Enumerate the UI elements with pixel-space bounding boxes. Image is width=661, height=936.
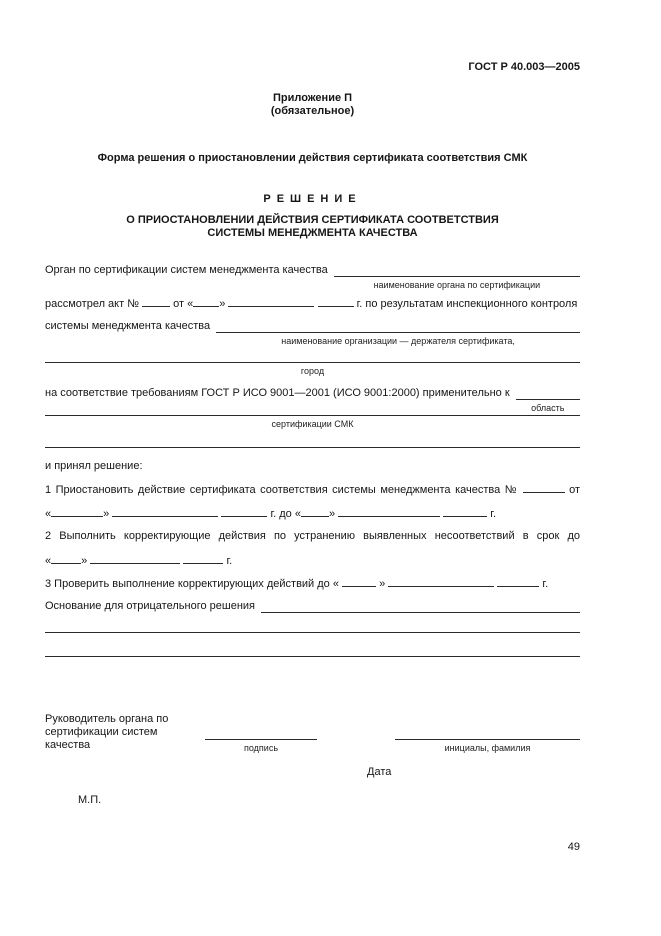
conformity-scope-blank — [516, 387, 580, 400]
item2-text: 2 Выполнить корректирующие действия по устранению выявленных несоответствий в срок до — [45, 530, 580, 542]
item2-line1 — [45, 530, 580, 543]
resolution-intro: и принял решение: — [45, 460, 143, 472]
act-review-row — [45, 296, 580, 311]
item1-year1-blank — [221, 506, 267, 517]
conformity-label: на соответствие требованиям ГОСТ Р ИСО 9001—2001 (ИСО 9001:2000) применительно к — [45, 387, 510, 399]
name-caption: инициалы, фамилия — [444, 743, 531, 753]
stamp-label: М.П. — [78, 794, 102, 806]
item1-until-label: до — [279, 508, 292, 520]
page-content — [45, 0, 580, 936]
item2-day-blank — [51, 553, 81, 564]
signature-blank — [205, 728, 317, 740]
item1-day2-blank — [301, 506, 329, 517]
appendix-kind: (обязательное) — [270, 105, 355, 117]
scope-blank-line2 — [45, 403, 580, 416]
certification-body-row — [45, 264, 580, 290]
qms-holder-label: системы менеджмента качества — [45, 320, 211, 332]
city-blank — [45, 350, 580, 363]
item2-line2 — [45, 553, 580, 568]
item1-line2 — [45, 506, 580, 521]
year-abbr: г. — [542, 578, 549, 590]
item1-day1-blank — [51, 506, 103, 517]
scope-caption-line1: область — [531, 403, 565, 413]
item1-line1 — [45, 482, 580, 497]
qms-holder-caption: наименование организации — держателя сертификата, — [281, 336, 515, 346]
signer-title-line2: сертификации систем качества — [45, 726, 158, 751]
item1-from-label: от — [569, 484, 580, 496]
scope-caption-line2: сертификации СМК — [271, 419, 354, 429]
date-label: Дата — [367, 766, 392, 778]
decision-title: РЕШЕНИЕ — [263, 193, 362, 205]
signer-title — [45, 713, 205, 752]
quote-open: « — [187, 298, 194, 310]
qms-holder-field — [216, 320, 580, 346]
act-year-blank — [318, 296, 354, 307]
item3-day-blank — [342, 576, 376, 587]
certification-body-field — [334, 264, 580, 290]
year-abbr: г. — [270, 508, 277, 520]
quote-close: » — [328, 508, 336, 520]
reason-blank-line2 — [45, 620, 580, 633]
city-caption: город — [300, 366, 325, 376]
item3-month-blank — [388, 576, 494, 587]
year-abbr: г. — [226, 555, 233, 567]
quote-close: » — [219, 298, 226, 310]
act-day-blank — [193, 296, 219, 307]
reason-blank-line3 — [45, 644, 580, 657]
year-abbr: г. — [356, 298, 363, 310]
certification-body-caption: наименование органа по сертификации — [373, 280, 541, 290]
act-from-label: от — [173, 298, 185, 310]
decision-subtitle-line2: СИСТЕМЫ МЕНЕДЖМЕНТА КАЧЕСТВА — [207, 227, 418, 239]
qms-holder-row — [45, 320, 580, 346]
signer-title-line1: Руководитель органа по — [45, 713, 169, 725]
reason-field — [261, 600, 580, 613]
item1-text: 1 Приостановить действие сертификата соответствия системы менеджмента качества № — [45, 484, 519, 496]
item1-month2-blank — [338, 506, 440, 517]
page-number: 49 — [567, 841, 580, 853]
item1-cert-number-blank — [523, 482, 565, 493]
standard-reference: ГОСТ Р 40.003—2005 — [468, 61, 580, 73]
certification-body-blank — [334, 264, 580, 277]
year-abbr: г. — [490, 508, 497, 520]
signature-caption: подпись — [243, 743, 279, 753]
quote-open: « — [332, 578, 339, 590]
item1-month1-blank — [112, 506, 218, 517]
name-blank — [395, 728, 580, 740]
reason-label: Основание для отрицательного решения — [45, 600, 255, 612]
act-month-blank — [228, 296, 314, 307]
quote-close: » — [103, 508, 110, 520]
item3-year-blank — [497, 576, 539, 587]
act-prefix-label: рассмотрел акт № — [45, 298, 140, 310]
decision-subtitle-line1: О ПРИОСТАНОВЛЕНИИ ДЕЙСТВИЯ СЕРТИФИКАТА СООТВЕТСТВИЯ — [126, 214, 499, 226]
certification-body-label: Орган по сертификации систем менеджмента качества — [45, 264, 328, 276]
act-suffix-label: по результатам инспекционного контроля — [365, 298, 578, 310]
form-title: Форма решения о приостановлении действия сертификата соответствия СМК — [97, 152, 528, 164]
quote-close: » — [379, 578, 386, 590]
quote-close: » — [81, 555, 88, 567]
reason-blank — [261, 600, 580, 613]
quote-open: « — [45, 508, 52, 520]
quote-open: « — [45, 555, 52, 567]
act-number-blank — [142, 296, 170, 307]
quote-open: « — [294, 508, 301, 520]
item2-year-blank — [183, 553, 223, 564]
item3-line — [45, 576, 580, 591]
scope-blank-line3 — [45, 435, 580, 448]
item2-month-blank — [90, 553, 180, 564]
appendix-title: Приложение П — [272, 92, 353, 104]
reason-row — [45, 600, 580, 613]
item3-text: 3 Проверить выполнение корректирующих действий до — [45, 578, 330, 590]
qms-holder-blank — [216, 320, 580, 333]
item1-year2-blank — [443, 506, 487, 517]
